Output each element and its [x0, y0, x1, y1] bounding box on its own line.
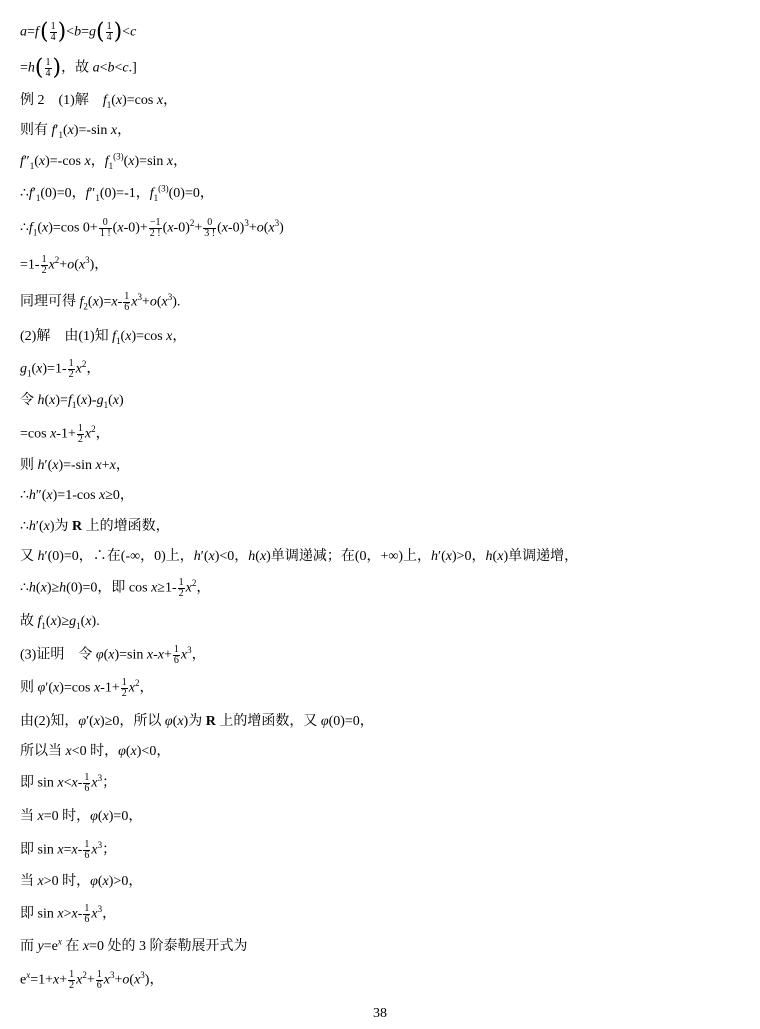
math-line: $f''_1(x)=-\cos$ x，$f_1^{(3)}(x)=\sin$ x， — [20, 151, 188, 171]
math-line: 则有 $f'_1(x)=-\sin$ x， — [20, 123, 132, 140]
math-line: 当 x=0 时，φ(x)=0， — [20, 809, 143, 824]
math-line: 则 h′(x)=-sin x+x， — [20, 458, 130, 473]
math-line: ∴h(x)≥h(0)=0，即 cos x≥1- $\frac{1}{2}$ $x^2$， — [20, 577, 211, 599]
math-line: 则 φ′(x)=cos x-1+ $\frac{1}{2}$ $x^2$， — [20, 677, 154, 699]
math-line: $\therefore f'_1(0)=0$，$f''_1(0)=-1$，$f_1^{(3)}(0)=0$， — [20, 183, 214, 203]
math-line: a=f ( $\frac{1}{4}$ )<b=g( $\frac{1}{4}$ )<c — [20, 19, 137, 45]
math-line: 而 $y=e^x$ 在 x=0 处的 3 阶泰勒展开式为 — [20, 936, 248, 954]
math-line: 由(2)知，φ′(x)≥0，所以 φ(x)为 R 上的增函数，又 φ(0)=0， — [20, 714, 374, 729]
math-line: 令 $h(x)=f_1(x)-g_1(x)$ — [20, 393, 124, 410]
page-number: 38 — [373, 1006, 387, 1021]
math-line: 即 sin x=x- $\frac{1}{6}$ $x^3$； — [20, 839, 117, 861]
math-line: ∴h″(x)=1-cos x≥0， — [20, 488, 134, 503]
math-line: =1- $\frac{1}{2}$ $x^2+o(x^3)$， — [20, 254, 109, 276]
math-line: 即 sin x<x- $\frac{1}{6}$ $x^3$； — [20, 772, 117, 794]
math-line: 又 h′(0)=0，∴在(-∞，0)上，h′(x)<0，h(x)单调递减；在(0，+∞)上，h′(x)>0，h(x)单调递增， — [20, 549, 579, 564]
math-line: 故 $f_1(x)\ge g_1(x)$. — [20, 614, 100, 631]
math-line: $g_1(x)=1-$ $\frac{1}{2}$ $x^2$， — [20, 358, 101, 380]
math-line: =h( $\frac{1}{4}$ )，故 a<b<c.] — [20, 55, 137, 81]
math-line: 即 sin x>x- $\frac{1}{6}$ $x^3$， — [20, 903, 117, 925]
math-line: $e^x=1+x+$ $\frac{1}{2}$ $x^2+$ $\frac{1}{6}$ $x^3+o(x^3)$， — [20, 969, 164, 991]
math-line: ∴h′(x)为 R 上的增函数， — [20, 519, 170, 534]
math-line: =cos x-1+ $\frac{1}{2}$ $x^2$， — [20, 423, 110, 445]
math-line: (3)证明 令 φ(x)=sin x-x+ $\frac{1}{6}$ $x^3$， — [20, 644, 206, 666]
math-line: 所以当 x<0 时，φ(x)<0， — [20, 744, 171, 759]
math-line: $\therefore f_1(x)=\cos$ 0+ $\frac{0}{1 !}$ (x-0)+ $\frac{-1}{2 !}$ $(x-0)^2+$ $\frac{0}{3 !}$ $(x-0)^3+o(x^3)$ — [20, 217, 284, 239]
math-line: (2)解 由(1)知 $f_1(x)=\cos$ x， — [20, 329, 187, 346]
math-line: 同理可得 $f_2(x)=x-$ $\frac{1}{6}$ $x^3+o(x^3)$. — [20, 291, 181, 313]
math-line: 当 x>0 时，φ(x)>0， — [20, 874, 143, 889]
math-line: 例 2 (1)解 $f_1(x)=\cos$ x， — [20, 93, 178, 110]
